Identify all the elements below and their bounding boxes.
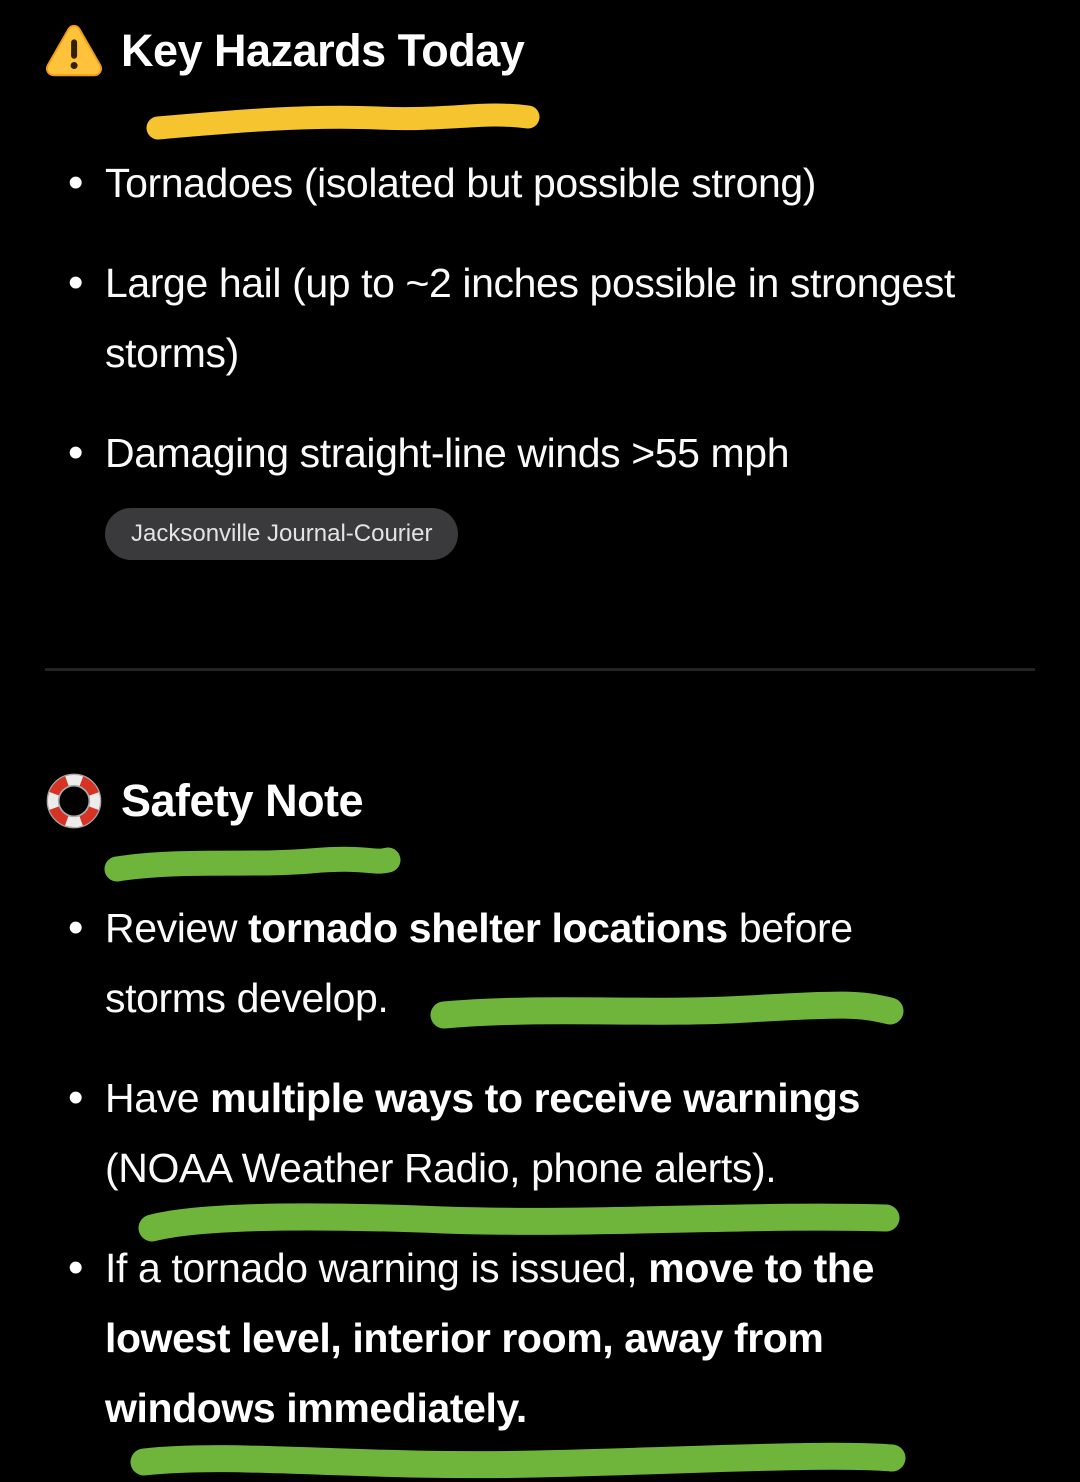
citation-chip[interactable]: Jacksonville Journal-Courier	[105, 508, 458, 560]
marker-stroke-yellow-underline	[138, 96, 548, 146]
list-item	[60, 893, 975, 1033]
bullet-dot: •	[68, 1073, 84, 1122]
list-item-text: If a tornado warning is issued, move to the lowest level, interior room, away from windows immediately.	[105, 1245, 874, 1431]
list-item	[60, 148, 975, 218]
list-item	[60, 1063, 975, 1203]
life-buoy-icon	[43, 770, 105, 832]
list-item-text: Tornadoes (isolated but possible strong)	[105, 160, 817, 206]
bullet-dot: •	[68, 1243, 84, 1292]
bullet-dot: •	[68, 903, 84, 952]
bullet-dot: •	[68, 428, 84, 477]
list-item	[60, 248, 975, 388]
section-title-safety-note: Safety Note	[121, 775, 364, 826]
safety-note-list	[60, 893, 975, 1473]
citation-row	[105, 504, 975, 560]
section-divider	[45, 668, 1035, 671]
section-title-key-hazards: Key Hazards Today	[121, 25, 525, 76]
key-hazards-list	[60, 148, 975, 590]
warning-icon	[43, 20, 105, 82]
marker-stroke-green-safety-title	[100, 844, 405, 886]
list-item-text: Have multiple ways to receive warnings (NOAA Weather Radio, phone alerts).	[105, 1075, 860, 1191]
safety-note-header	[43, 770, 363, 832]
list-item-text: Review tornado shelter locations before storms develop.	[105, 905, 853, 1021]
list-item-text: Damaging straight-line winds >55 mph Jacksonville Journal-Courier	[105, 418, 975, 560]
list-item	[60, 418, 975, 560]
bullet-dot: •	[68, 258, 84, 307]
bullet-dot: •	[68, 158, 84, 207]
list-item	[60, 1233, 975, 1443]
list-item-text: Large hail (up to ~2 inches possible in strongest storms)	[105, 260, 955, 376]
key-hazards-header	[43, 20, 524, 82]
